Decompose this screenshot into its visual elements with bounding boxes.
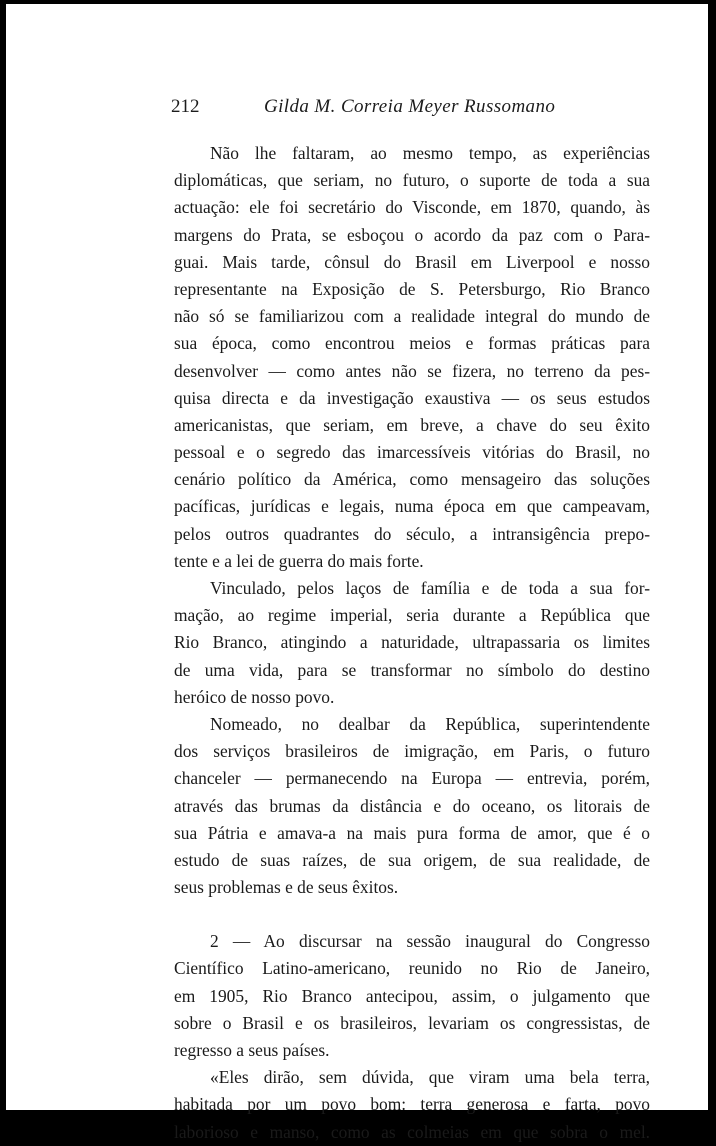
text-line: tente e a lei de guerra do mais forte. [174,550,424,571]
text-line: heróico de nosso povo. [174,686,335,707]
text-line: Nomeado, no dealbar da República, superintendente [210,713,650,734]
text-line: regresso a seus países. [174,1040,330,1060]
text-line: não só se familiarizou com a realidade integral do mundo de [174,306,650,327]
text-line: «Eles dirão, sem dúvida, que viram uma bela terra, [210,1067,650,1088]
paragraph-3 [174,711,650,901]
text-line: Vinculado, pelos laços de família e de toda a sua for- [210,578,650,598]
text-line: Rio Branco, atingindo a naturidade, ultrapassaria os limites [174,632,650,653]
text-line: estudo de suas raízes, de sua origem, de sua realidade, de [174,849,650,870]
body-text [174,140,650,1146]
text-line: mação, ao regime imperial, seria durante a República que [174,605,650,626]
text-line: Não lhe faltaram, ao mesmo tempo, as experiências [210,143,650,163]
text-line: pessoal e o segredo das imarcessíveis vitórias do Brasil, no [174,442,650,463]
text-line: dos serviços brasileiros de imigração, em Paris, o futuro [174,741,650,762]
page-header [171,96,651,122]
text-line: sua época, como encontrou meios e formas práticas para [174,333,650,354]
paragraph-5 [174,1064,650,1146]
scanned-page [6,4,708,1142]
text-line: cenário político da América, como mensageiro das soluções [174,469,650,490]
running-head: Gilda M. Correia Meyer Russomano [264,96,556,117]
text-line: sobre o Brasil e os brasileiros, levariam os congressistas, de [174,1012,650,1033]
text-line: desenvolver — como antes não se fizera, no terreno da pes- [174,360,650,381]
paragraph-1 [174,140,650,575]
text-line: seus problemas e de seus êxitos. [174,877,399,898]
text-line: pelos outros quadrantes do século, a intransigência prepo- [174,523,650,544]
text-line: 2 — Ao discursar na sessão inaugural do Congresso [210,931,650,952]
text-line: habitada por um povo bom: terra generosa e farta, povo [174,1094,650,1115]
page-number: 212 [171,96,200,117]
text-line: em 1905, Rio Branco antecipou, assim, o julgamento que [174,985,650,1006]
text-line: de uma vida, para se transformar no símbolo do destino [174,659,650,680]
paragraph-4 [174,928,650,1064]
text-line: margens do Prata, se esboçou o acordo da paz com o Para- [174,224,650,245]
text-line: americanistas, que seriam, em breve, a chave do seu êxito [174,414,650,435]
text-line: quisa directa e da investigação exaustiva — os seus estudos [174,387,650,408]
text-line: representante na Exposição de S. Petersburgo, Rio Branco [174,278,650,299]
text-line: guai. Mais tarde, cônsul do Brasil em Liverpool e nosso [174,251,650,272]
text-line: sua Pátria e amava-a na mais pura forma de amor, que é o [174,822,650,843]
text-line: Científico Latino-americano, reunido no Rio de Janeiro, [174,958,650,979]
section-gap [174,901,650,928]
text-line: através das brumas da distância e do oceano, os litorais de [174,795,650,816]
text-line: pacíficas, jurídicas e legais, numa época em que campeavam, [174,496,650,517]
text-line: actuação: ele foi secretário do Visconde, em 1870, quando, às [174,197,650,218]
text-line: laborioso e manso, como as colmeias em que sobra o mel. [174,1121,650,1142]
text-line: diplomáticas, que seriam, no futuro, o suporte de toda a sua [174,170,650,191]
text-line: chanceler — permanecendo na Europa — entrevia, porém, [174,768,650,789]
paragraph-2 [174,575,650,711]
